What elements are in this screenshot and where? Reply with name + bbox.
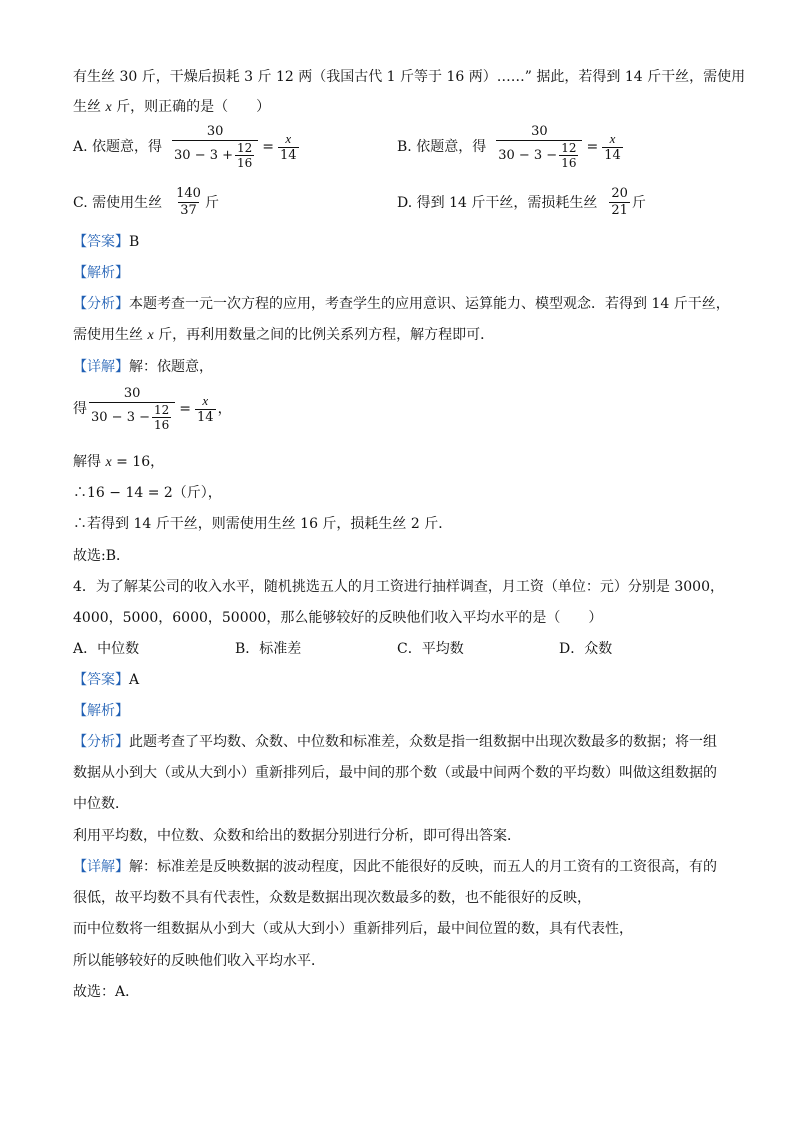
q3-choose: 故选:B． <box>73 548 131 564</box>
option-a-left-fraction: 30 30 − 3 + $\frac{12}{16}$ <box>172 124 258 170</box>
q3-detail-line1: 【详解】解：依题意， <box>73 359 213 375</box>
q3-option-a: A. 依题意，得 30 30 − 3 + $\frac{12}{16}$ = $\frac{x}{14}$ <box>73 124 297 170</box>
option-d-fraction: $\frac{20}{21}$ <box>611 186 628 218</box>
option-c-fraction: $\frac{140}{37}$ <box>176 186 201 218</box>
q4-detail-line4: 所以能够较好的反映他们收入平均水平． <box>73 953 325 969</box>
q3-therefore-2: ∴若得到 14 斤干丝，则需使用生丝 16 斤，损耗生丝 2 斤． <box>73 516 453 532</box>
q3-stem-line1: 有生丝 30 斤，干燥后损耗 3 斤 12 两（我国古代 1 斤等于 16 两）……” 据此，若得到 14 斤干丝，需使用 <box>73 69 746 85</box>
q4-option-b: B．标准差 <box>235 641 302 657</box>
q4-detail-line3: 而中位数将一组数据从小到大（或从大到小）重新排列后，最中间位置的数，具有代表性， <box>73 921 633 937</box>
q4-option-c: C．平均数 <box>397 641 464 657</box>
q3-answer: 【答案】B <box>73 234 140 250</box>
q4-detail-line1: 【详解】解：标准差是反映数据的波动程度，因此不能很好的反映，而五人的月工资有的工资很高，有的 <box>73 859 717 875</box>
q4-answer: 【答案】A <box>73 672 140 688</box>
q4-analysis-line1: 【分析】此题考查了平均数、众数、中位数和标准差，众数是指一组数据中出现次数最多的数据；将一组 <box>73 734 717 750</box>
q3-jiexi-heading: 【解析】 <box>73 265 129 281</box>
q3-therefore-1: ∴16 − 14 = 2（斤）， <box>73 485 222 501</box>
q4-stem-line1: 4．为了解某公司的收入水平，随机挑选五人的月工资进行抽样调查，月工资（单位：元）分别是 3000， <box>73 579 724 595</box>
q3-solve-line: 解得 x = 16， <box>73 454 165 470</box>
q4-option-d: D．众数 <box>559 641 613 657</box>
q4-choose: 故选：A． <box>73 984 140 1000</box>
q4-analysis-line2: 数据从小到大（或从大到小）重新排列后，最中间的那个数（或最中间两个数的平均数）叫做这组数据的 <box>73 765 717 781</box>
equation-right-fraction: $\frac{x}{14}$ <box>197 392 214 425</box>
q4-analysis-line3: 中位数． <box>73 796 129 812</box>
option-a-right-fraction: $\frac{x}{14}$ <box>280 130 297 163</box>
q3-analysis-line2: 需使用生丝 x 斤，再利用数量之间的比例关系列方程，解方程即可． <box>73 327 495 343</box>
option-b-left-fraction: 30 30 − 3 − $\frac{12}{16}$ <box>496 124 582 170</box>
q3-option-b: B. 依题意，得 30 30 − 3 − $\frac{12}{16}$ = $\frac{x}{14}$ <box>397 124 621 170</box>
q4-jiexi-heading: 【解析】 <box>73 703 129 719</box>
q3-stem-line2: 生丝 x 斤，则正确的是（ ） <box>73 99 271 115</box>
q3-option-d: D. 得到 14 斤干丝，需损耗生丝 $\frac{20}{21}$ 斤 <box>397 186 646 218</box>
q4-stem-line2: 4000，5000，6000，50000，那么能够较好的反映他们收入平均水平的是（ ） <box>73 610 603 626</box>
q4-option-a: A．中位数 <box>73 641 140 657</box>
option-b-right-fraction: $\frac{x}{14}$ <box>604 130 621 163</box>
q4-analysis-line4: 利用平均数，中位数、众数和给出的数据分别进行分析，即可得出答案． <box>73 828 521 844</box>
q3-analysis-line1: 【分析】本题考查一元一次方程的应用，考查学生的应用意识、运算能力、模型观念．若得到 14 斤干丝， <box>73 296 730 312</box>
equation-left-fraction: 30 30 − 3 − $\frac{12}{16}$ <box>89 386 175 432</box>
q3-equation: 得 30 30 − 3 − $\frac{12}{16}$ = $\frac{x}{14}$ ， <box>73 386 232 432</box>
q4-detail-line2: 很低，故平均数不具有代表性，众数是数据出现次数最多的数，也不能很好的反映， <box>73 890 591 906</box>
q3-option-c: C. 需使用生丝 $\frac{140}{37}$ 斤 <box>73 186 219 218</box>
